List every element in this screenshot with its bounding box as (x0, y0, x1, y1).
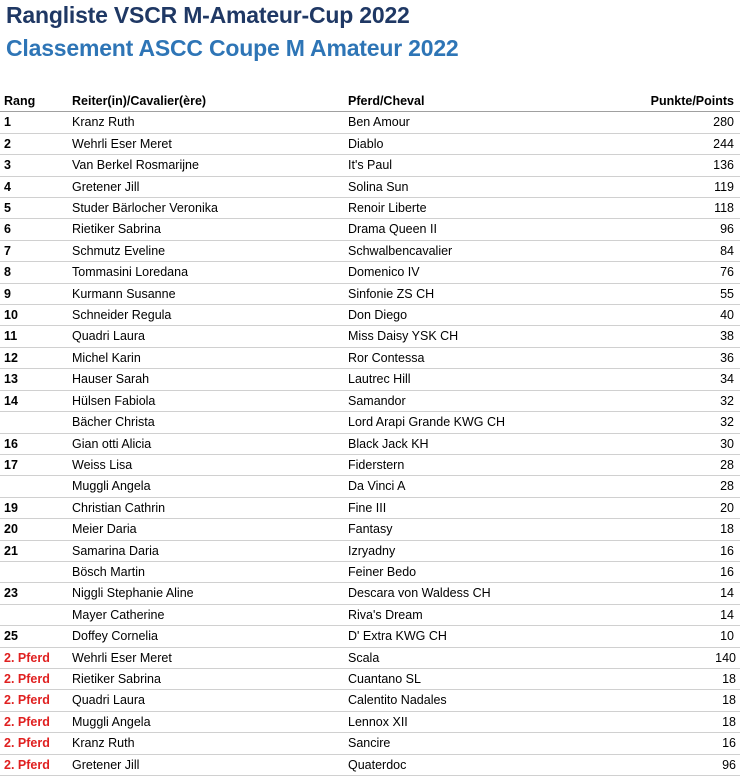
points-cell: 76 (578, 262, 740, 283)
rider-cell: Van Berkel Rosmarijne (72, 155, 348, 176)
horse-cell: Scala (348, 647, 578, 668)
points-cell: 14 (578, 604, 740, 625)
header-rider: Reiter(in)/Cavalier(ère) (72, 91, 348, 112)
table-row (0, 305, 740, 326)
points-cell: 38 (578, 326, 740, 347)
points-cell: 96 (578, 754, 740, 775)
horse-cell: Da Vinci A (348, 476, 578, 497)
table-row (0, 412, 740, 433)
table-row (0, 283, 740, 304)
table-row (0, 240, 740, 261)
horse-cell: Black Jack KH (348, 433, 578, 454)
rider-cell: Schmutz Eveline (72, 240, 348, 261)
horse-cell: Solina Sun (348, 176, 578, 197)
points-cell: 16 (578, 540, 740, 561)
rank-cell: 19 (0, 497, 72, 518)
second-horse-row (0, 690, 740, 711)
points-cell: 32 (578, 412, 740, 433)
horse-cell: Lennox XII (348, 711, 578, 732)
horse-cell: Ror Contessa (348, 347, 578, 368)
rider-cell: Gian otti Alicia (72, 433, 348, 454)
rider-cell: Meier Daria (72, 519, 348, 540)
rider-cell: Studer Bärlocher Veronika (72, 198, 348, 219)
rank-cell: 11 (0, 326, 72, 347)
points-cell: 18 (578, 668, 740, 689)
rank-cell: 2 (0, 133, 72, 154)
points-cell: 18 (578, 711, 740, 732)
ranking-body (0, 112, 740, 776)
rider-cell: Samarina Daria (72, 540, 348, 561)
rank-cell: 12 (0, 347, 72, 368)
rider-cell: Gretener Jill (72, 176, 348, 197)
table-row (0, 390, 740, 411)
rank-cell: 16 (0, 433, 72, 454)
rider-cell: Muggli Angela (72, 476, 348, 497)
rider-cell: Quadri Laura (72, 690, 348, 711)
points-cell: 34 (578, 369, 740, 390)
points-cell: 20 (578, 497, 740, 518)
horse-cell: Izryadny (348, 540, 578, 561)
horse-cell: Samandor (348, 390, 578, 411)
table-row (0, 133, 740, 154)
rider-cell: Weiss Lisa (72, 454, 348, 475)
points-cell: 16 (578, 733, 740, 754)
table-row (0, 561, 740, 582)
table-row (0, 326, 740, 347)
horse-cell: It's Paul (348, 155, 578, 176)
rank-cell: 10 (0, 305, 72, 326)
horse-cell: Renoir Liberte (348, 198, 578, 219)
second-horse-row (0, 733, 740, 754)
points-cell: 96 (578, 219, 740, 240)
rank-cell: 21 (0, 540, 72, 561)
points-cell: 84 (578, 240, 740, 261)
rider-cell: Wehrli Eser Meret (72, 647, 348, 668)
rank-cell: 5 (0, 198, 72, 219)
table-row (0, 176, 740, 197)
rank-cell: 23 (0, 583, 72, 604)
points-cell: 18 (578, 519, 740, 540)
table-row (0, 112, 740, 133)
page-subtitle: Classement ASCC Coupe M Amateur 2022 (6, 35, 459, 61)
rank-cell: 6 (0, 219, 72, 240)
points-cell: 244 (578, 133, 740, 154)
horse-cell: Miss Daisy YSK CH (348, 326, 578, 347)
horse-cell: Lautrec Hill (348, 369, 578, 390)
points-cell: 14 (578, 583, 740, 604)
rank-cell: 13 (0, 369, 72, 390)
points-cell: 32 (578, 390, 740, 411)
points-cell: 36 (578, 347, 740, 368)
rank-cell: 20 (0, 519, 72, 540)
horse-cell: Schwalbencavalier (348, 240, 578, 261)
horse-cell: D' Extra KWG CH (348, 626, 578, 647)
table-row (0, 369, 740, 390)
second-horse-row (0, 668, 740, 689)
rider-cell: Mayer Catherine (72, 604, 348, 625)
rank-cell: 17 (0, 454, 72, 475)
rank-cell: 4 (0, 176, 72, 197)
points-cell: 118 (578, 198, 740, 219)
horse-cell: Ben Amour (348, 112, 578, 133)
second-horse-row (0, 647, 740, 668)
horse-cell: Feiner Bedo (348, 561, 578, 582)
rider-cell: Bösch Martin (72, 561, 348, 582)
table-row (0, 604, 740, 625)
horse-cell: Cuantano SL (348, 668, 578, 689)
horse-cell: Fine III (348, 497, 578, 518)
rider-cell: Kranz Ruth (72, 733, 348, 754)
points-cell: 18 (578, 690, 740, 711)
header-horse: Pferd/Cheval (348, 91, 578, 112)
points-cell: 40 (578, 305, 740, 326)
rank-cell: 3 (0, 155, 72, 176)
horse-cell: Diablo (348, 133, 578, 154)
rider-cell: Niggli Stephanie Aline (72, 583, 348, 604)
rider-cell: Hülsen Fabiola (72, 390, 348, 411)
table-row (0, 433, 740, 454)
rider-cell: Quadri Laura (72, 326, 348, 347)
second-horse-row (0, 754, 740, 775)
table-header-row (0, 91, 740, 112)
points-cell: 28 (578, 454, 740, 475)
rider-cell: Doffey Cornelia (72, 626, 348, 647)
horse-cell: Fiderstern (348, 454, 578, 475)
points-cell: 119 (578, 176, 740, 197)
horse-cell: Sancire (348, 733, 578, 754)
rider-cell: Christian Cathrin (72, 497, 348, 518)
rank-cell: 2. Pferd (0, 711, 72, 732)
horse-cell: Don Diego (348, 305, 578, 326)
rank-cell: 7 (0, 240, 72, 261)
table-row (0, 476, 740, 497)
points-cell: 140 (578, 647, 740, 668)
horse-cell: Riva's Dream (348, 604, 578, 625)
rank-cell: 1 (0, 112, 72, 133)
horse-cell: Sinfonie ZS CH (348, 283, 578, 304)
rider-cell: Schneider Regula (72, 305, 348, 326)
points-cell: 136 (578, 155, 740, 176)
rank-cell (0, 476, 72, 497)
rank-cell (0, 604, 72, 625)
rider-cell: Gretener Jill (72, 754, 348, 775)
horse-cell: Quaterdoc (348, 754, 578, 775)
horse-cell: Domenico IV (348, 262, 578, 283)
second-horse-row (0, 711, 740, 732)
table-row (0, 262, 740, 283)
rider-cell: Wehrli Eser Meret (72, 133, 348, 154)
rider-cell: Tommasini Loredana (72, 262, 348, 283)
table-row (0, 155, 740, 176)
rider-cell: Kranz Ruth (72, 112, 348, 133)
rank-cell (0, 412, 72, 433)
table-row (0, 497, 740, 518)
table-row (0, 454, 740, 475)
header-rank: Rang (0, 91, 72, 112)
rank-cell: 2. Pferd (0, 668, 72, 689)
rider-cell: Rietiker Sabrina (72, 219, 348, 240)
horse-cell: Fantasy (348, 519, 578, 540)
rank-cell: 14 (0, 390, 72, 411)
points-cell: 16 (578, 561, 740, 582)
rider-cell: Rietiker Sabrina (72, 668, 348, 689)
rider-cell: Michel Karin (72, 347, 348, 368)
points-cell: 280 (578, 112, 740, 133)
rider-cell: Bächer Christa (72, 412, 348, 433)
table-row (0, 519, 740, 540)
table-row (0, 347, 740, 368)
rank-cell: 8 (0, 262, 72, 283)
ranking-table (0, 91, 740, 776)
rank-cell: 2. Pferd (0, 690, 72, 711)
horse-cell: Descara von Waldess CH (348, 583, 578, 604)
table-row (0, 219, 740, 240)
rank-cell: 2. Pferd (0, 754, 72, 775)
header-points: Punkte/Points (578, 91, 740, 112)
horse-cell: Lord Arapi Grande KWG CH (348, 412, 578, 433)
points-cell: 10 (578, 626, 740, 647)
table-row (0, 626, 740, 647)
horse-cell: Drama Queen II (348, 219, 578, 240)
points-cell: 28 (578, 476, 740, 497)
table-row (0, 198, 740, 219)
rank-cell: 2. Pferd (0, 647, 72, 668)
points-cell: 55 (578, 283, 740, 304)
rider-cell: Muggli Angela (72, 711, 348, 732)
rider-cell: Kurmann Susanne (72, 283, 348, 304)
table-row (0, 583, 740, 604)
rank-cell: 2. Pferd (0, 733, 72, 754)
rank-cell: 25 (0, 626, 72, 647)
rank-cell (0, 561, 72, 582)
table-row (0, 540, 740, 561)
rider-cell: Hauser Sarah (72, 369, 348, 390)
page-title: Rangliste VSCR M-Amateur-Cup 2022 (6, 2, 410, 28)
horse-cell: Calentito Nadales (348, 690, 578, 711)
rank-cell: 9 (0, 283, 72, 304)
points-cell: 30 (578, 433, 740, 454)
